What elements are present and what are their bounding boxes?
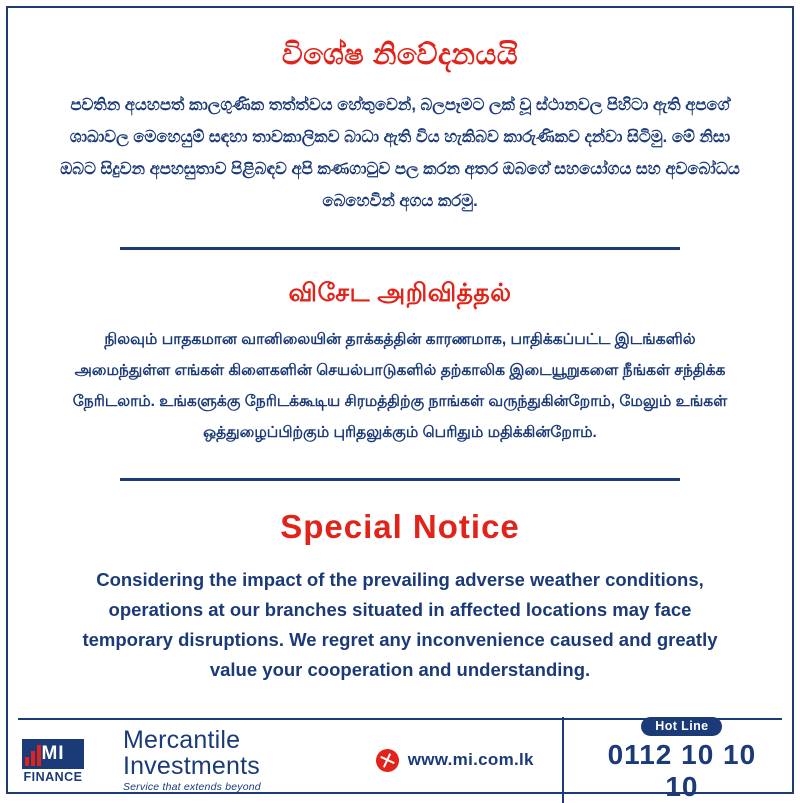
- sinhala-body-text: පවතින අයහපත් කාලගුණික තත්ත්වය හේතුවෙන්, බලපෑමට ලක් වූ ස්ථානවල පිහිටා ඇති අපගේ ශාඛාවල මෙහෙයුම් සඳහා තාවකාලිකව බාධා ඇති විය හැකිබව කාරුණිකව දන්වා සිටිමු. මේ නිසා ඔබට සිදුවන අපහසුතාව පිළිබඳව අපි කණගාටුව පල කරන අතර ඔබගේ සහයෝගය සහ අවබෝධය බෙහෙවින් අගය කරමු.: [60, 95, 740, 211]
- globe-icon: [376, 749, 399, 772]
- tamil-heading: விசேட அறிவித்தல்: [288, 279, 512, 308]
- divider-one: [120, 247, 680, 250]
- divider-two: [120, 478, 680, 481]
- brand-tagline: Service that extends beyond: [122, 781, 261, 794]
- sinhala-heading: විශේෂ නිවේදනයයි: [281, 39, 519, 71]
- english-body-text: Considering the impact of the prevailing adverse weather conditions, operations at our branches situated in affected locations may face temporary disruptions. We regret any inconvenience caused and greatly value your cooperation and understanding.: [82, 569, 718, 680]
- page-footer: [0, 718, 800, 800]
- hotline-block: [562, 717, 774, 803]
- brand-name: Mercantile Investments: [122, 725, 260, 780]
- bar-chart-icon: [25, 742, 45, 766]
- tamil-body-text: நிலவும் பாதகமான வானிலையின் தாக்கத்தின் காரணமாக, பாதிக்கப்பட்ட இடங்களில் அமைந்துள்ள எங்கள் கிளைகளின் செயல்பாடுகளில் தற்காலிக இடையூறுகளை நீங்கள் சந்திக்க நேரிடலாம். உங்களுக்கு நேரிடக்கூடிய சிரமத்திற்கு நாங்கள் வருந்துகின்றோம், மேலும் உங்கள் ஒத்துழைப்பிற்கும் புரிதலுக்கும் பெரிதும் மதிக்கின்றோம்.: [72, 331, 728, 442]
- website-url[interactable]: www.mi.com.lk: [407, 750, 534, 769]
- mi-logo-text: MI: [22, 739, 84, 769]
- english-heading: Special Notice: [280, 508, 520, 546]
- mi-logo-icon: [22, 739, 84, 784]
- website-block[interactable]: [376, 749, 534, 772]
- company-logo: [22, 739, 111, 784]
- brand-block: [123, 727, 376, 794]
- hotline-number[interactable]: 0112 10 10 10: [607, 739, 757, 802]
- footer-content: [0, 720, 800, 800]
- logo-finance-text: FINANCE: [23, 770, 83, 784]
- hotline-label: Hot Line: [641, 717, 722, 736]
